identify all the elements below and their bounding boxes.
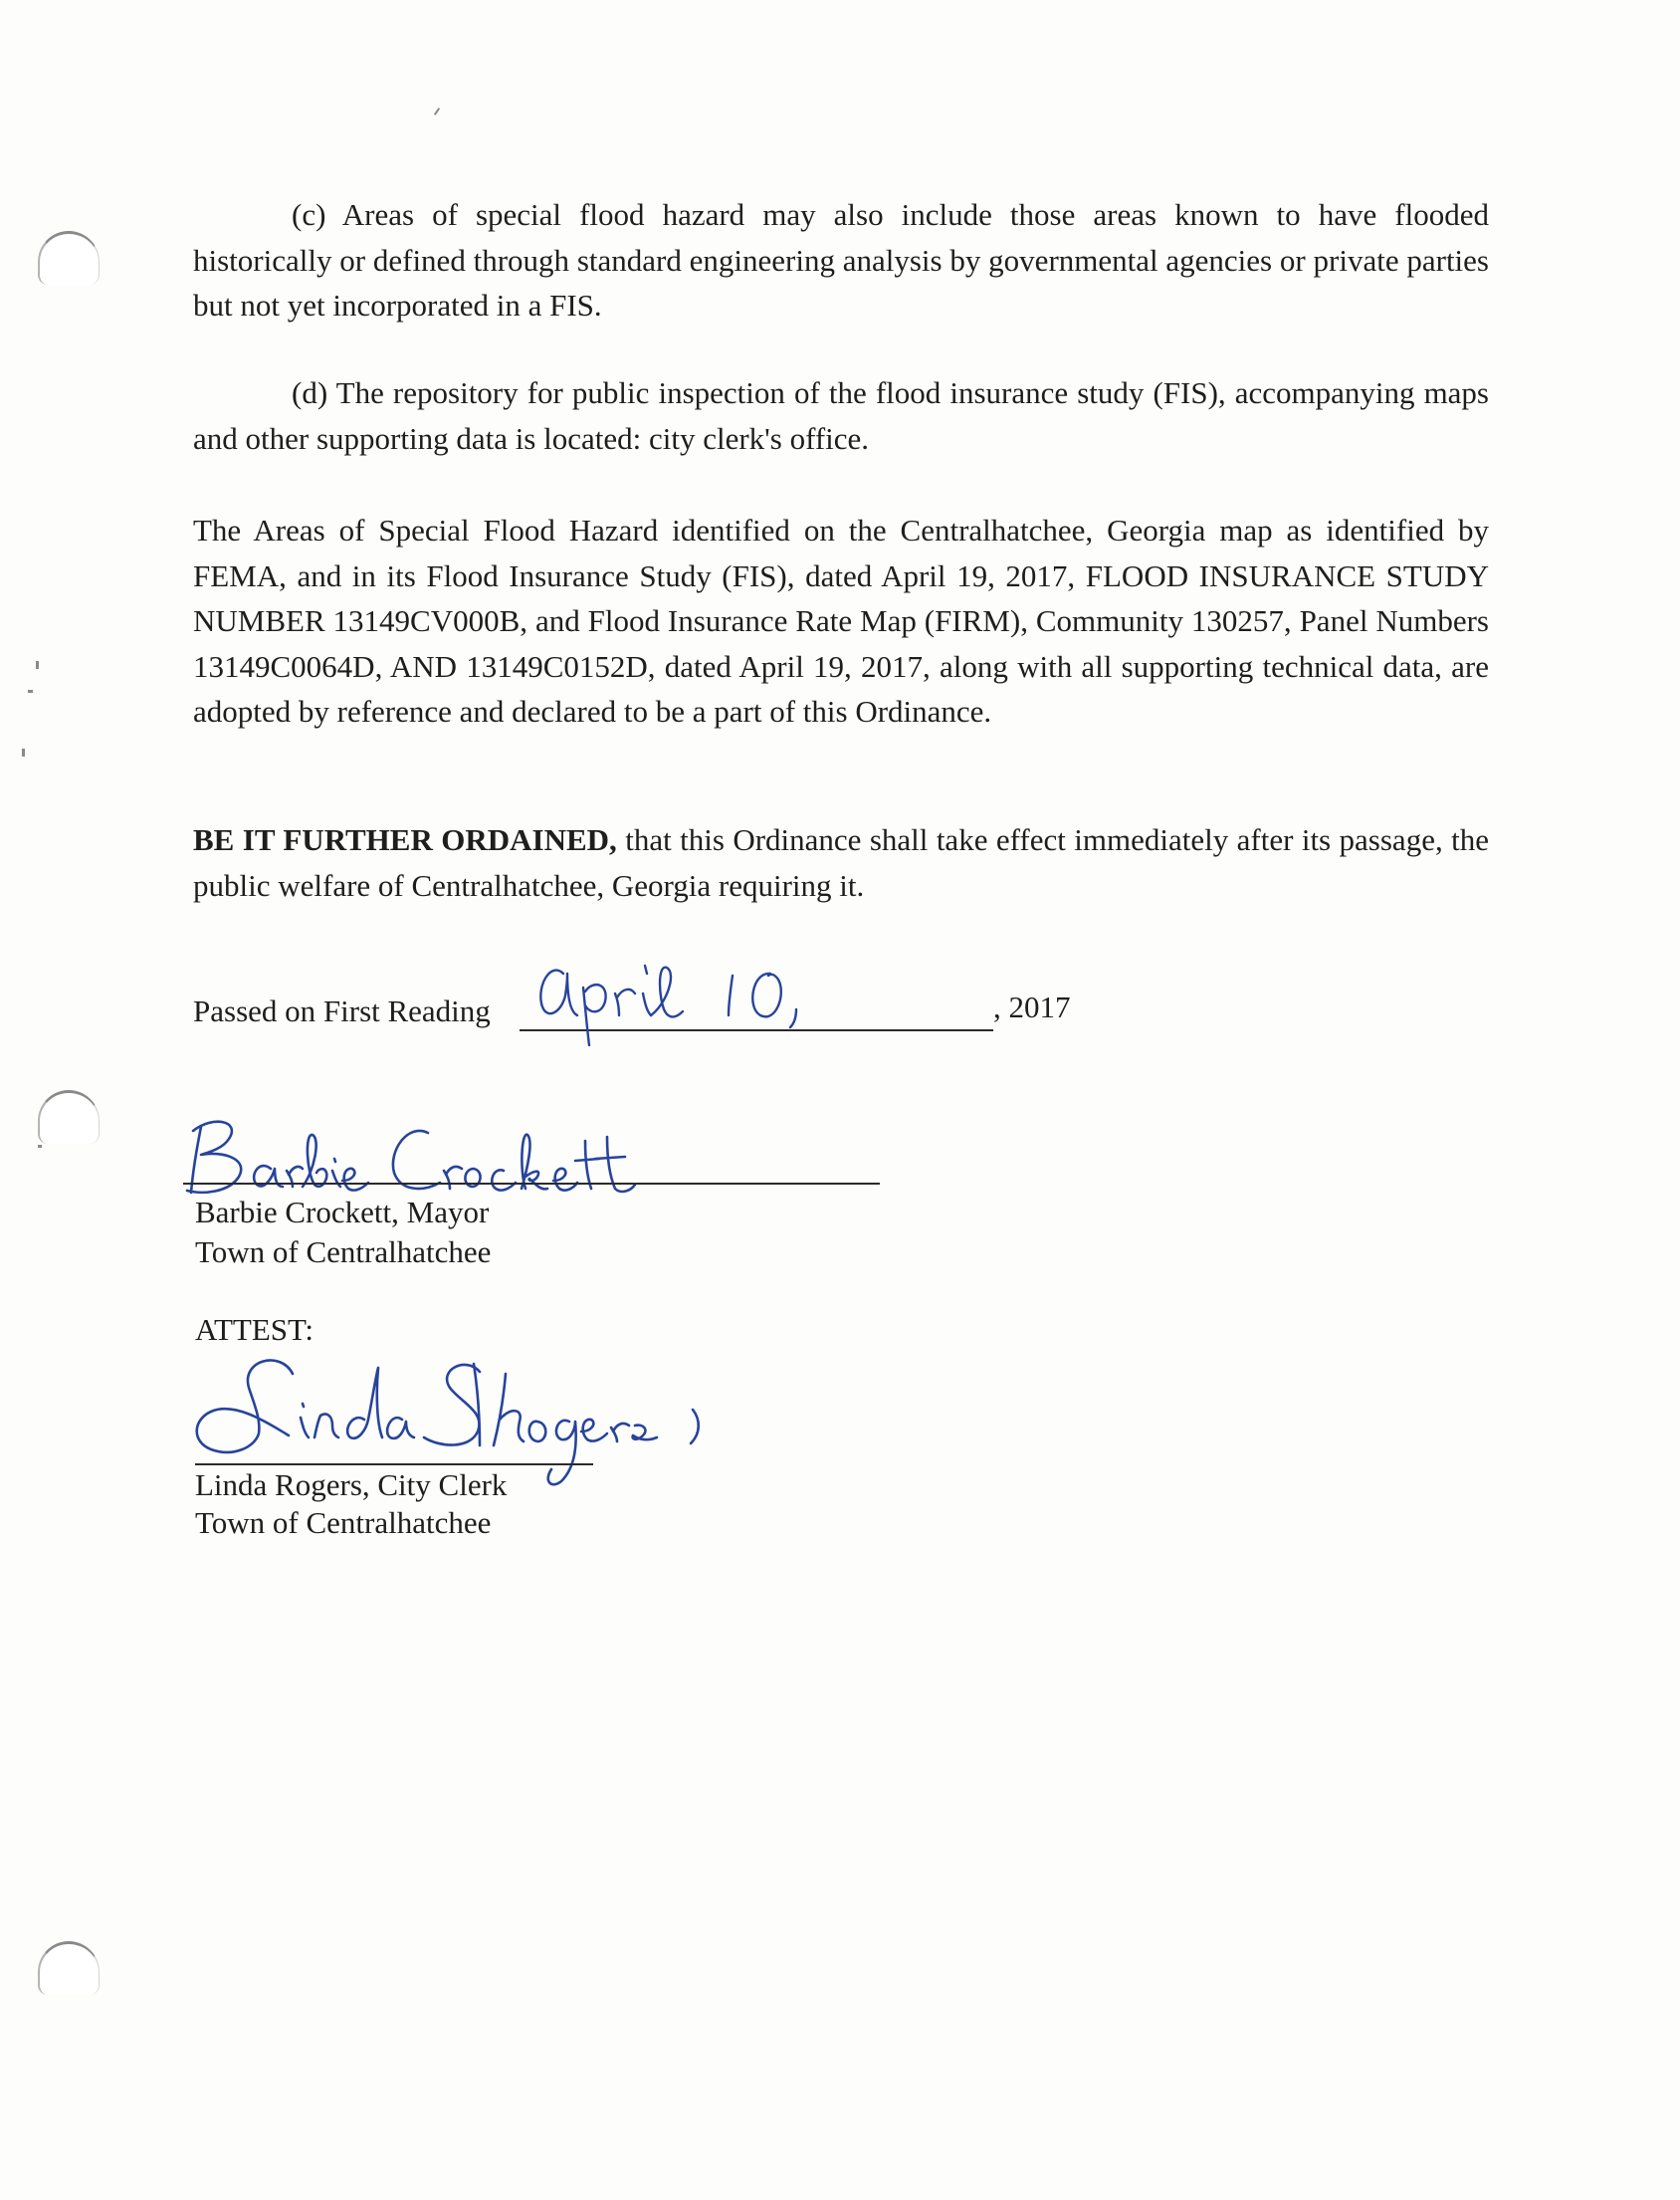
mayor-organization: Town of Centralhatchee (195, 1234, 492, 1269)
ordained-text: that this Ordinance shall take effect immediately after its passage, the public welfare of Centralhatchee, Georgia requiring it. (193, 822, 1489, 903)
mayor-name-title: Barbie Crockett, Mayor (195, 1195, 490, 1229)
scan-mark (36, 661, 39, 669)
scan-mark (434, 108, 440, 115)
paragraph-adoption: The Areas of Special Flood Hazard identified on the Centralhatchee, Georgia map as identified by FEMA, and in its Flood Insurance Study (FIS), dated April 19, 2017, FLOOD INSURANCE STUDY NUMBER 13149CV000B, and Flood Insurance Rate Map (FIRM), Community 130257, Panel Numbers 13149C0064D, AND 13149C0152D, dated April 19, 2017, along with all supporting technical data, are adopted by reference and declared to be a part of this Ordinance. (193, 513, 1489, 729)
ordained-heading: BE IT FURTHER ORDAINED, (193, 822, 617, 857)
clerk-name-title: Linda Rogers, City Clerk (195, 1467, 508, 1502)
scan-mark (38, 1145, 42, 1148)
paragraph-ordained (193, 817, 1489, 908)
scan-mark (22, 749, 25, 757)
clerk-signature-line (195, 1463, 593, 1465)
punch-hole-bottom (38, 1941, 100, 1995)
first-reading-label: Passed on First Reading (193, 993, 491, 1028)
attest-label: ATTEST: (195, 1312, 315, 1347)
paragraph-c: (c) Areas of special flood hazard may also include those areas known to have flooded historically or defined through standard engineering analysis by governmental agencies or private parties but not yet incorporated in a FIS. (193, 197, 1489, 323)
first-reading-year: , 2017 (993, 990, 1071, 1024)
paragraph-d: (d) The repository for public inspection of the flood insurance study (FIS), accompanying maps and other supporting data is located: city clerk's office. (193, 375, 1489, 456)
scan-mark (28, 690, 33, 693)
punch-hole-middle (38, 1090, 100, 1144)
clerk-organization: Town of Centralhatchee (195, 1505, 492, 1540)
mayor-signature-line (183, 1183, 880, 1185)
handwritten-date-ink (535, 954, 864, 1043)
punch-hole-top (38, 231, 100, 285)
